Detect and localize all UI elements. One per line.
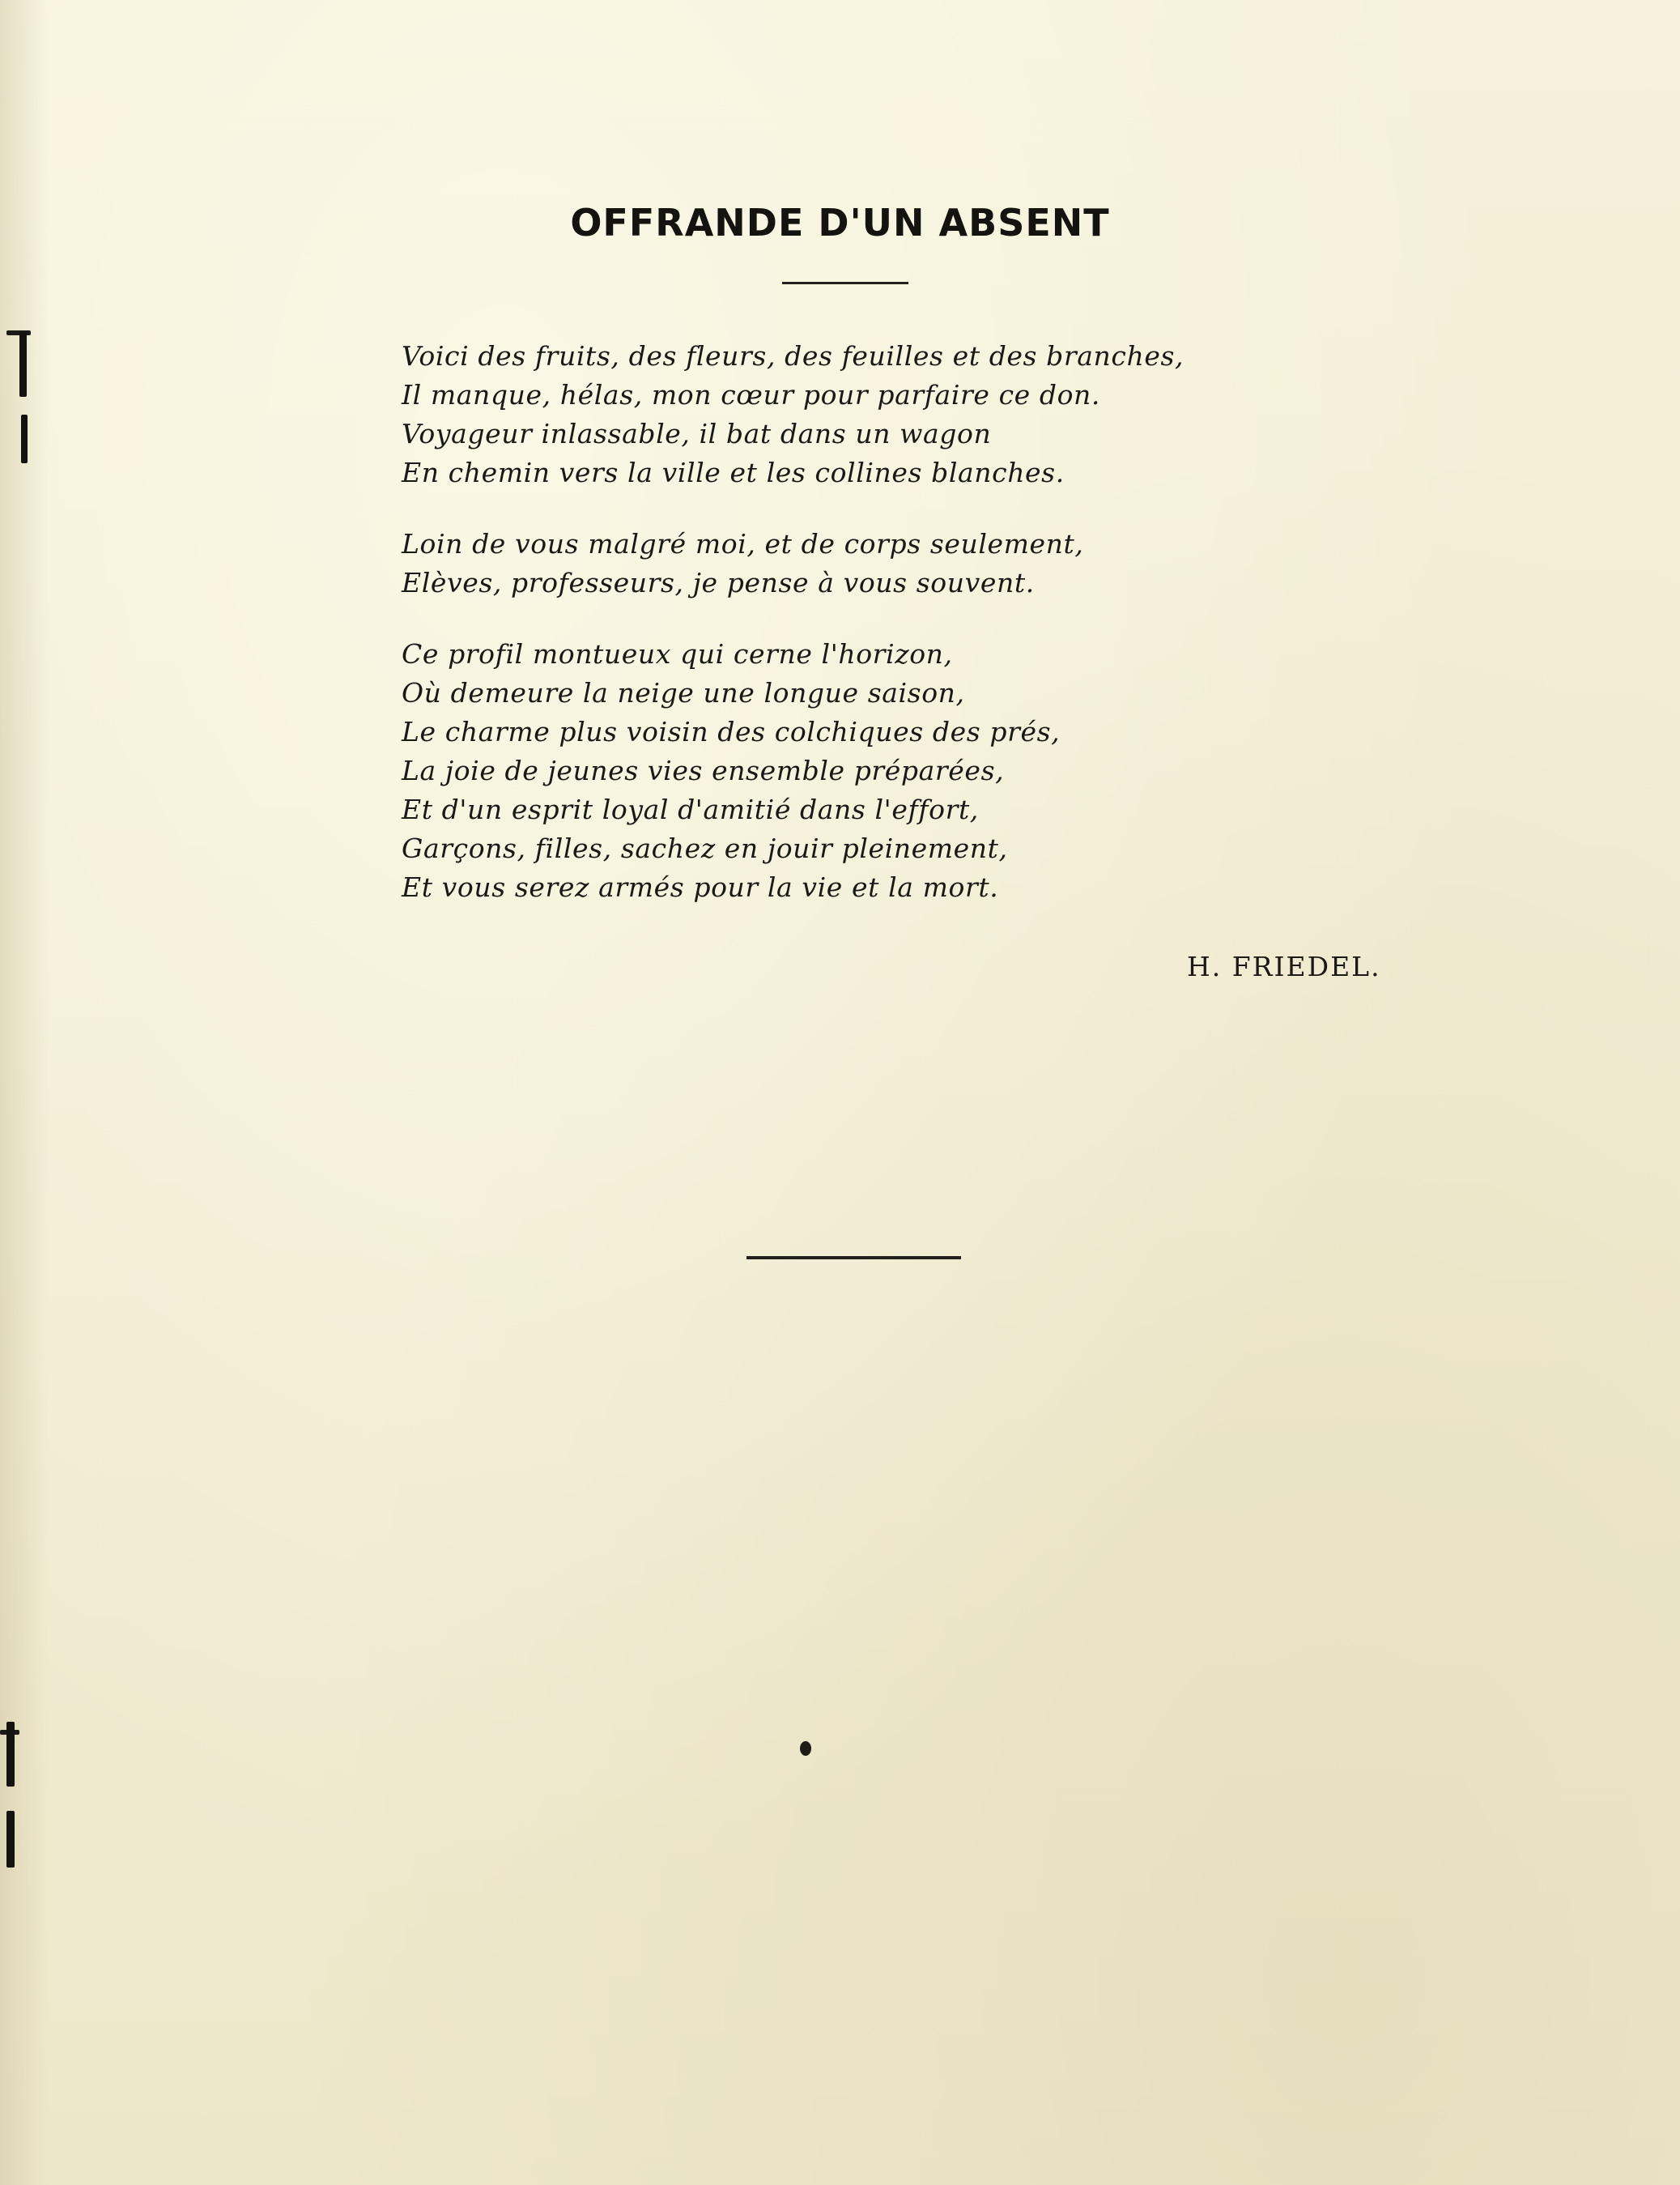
stanza-2 (402, 525, 1292, 603)
poem-line: La joie de jeunes vies ensemble préparées, (402, 755, 1005, 786)
poem-line: Il manque, hélas, mon cœur pour parfaire ce don. (402, 379, 1101, 411)
stanza-3 (402, 635, 1292, 907)
staple-mark (6, 330, 31, 335)
stanza-1 (402, 337, 1292, 492)
staple-mark (19, 332, 27, 397)
poem-line: Elèves, professeurs, je pense à vous souvent. (402, 567, 1035, 598)
poem-title: OFFRANDE D'UN ABSENT (570, 201, 1110, 245)
staple-mark (21, 415, 28, 463)
poem-line: Où demeure la neige une longue saison, (402, 677, 965, 709)
ink-spot (800, 1741, 811, 1756)
poem-line: Loin de vous malgré moi, et de corps seulement, (402, 528, 1084, 560)
title-divider (782, 282, 908, 284)
author-signature: H. FRIEDEL. (1187, 951, 1381, 982)
poem-line: Voyageur inlassable, il bat dans un wagon (402, 418, 992, 449)
end-divider (746, 1256, 961, 1259)
poem-line: Le charme plus voisin des colchiques des prés, (402, 716, 1061, 748)
staple-mark (6, 1811, 15, 1868)
poem-line: Et d'un esprit loyal d'amitié dans l'effort, (402, 794, 979, 825)
poem-line: Et vous serez armés pour la vie et la mort. (402, 871, 999, 903)
poem-line: En chemin vers la ville et les collines blanches. (402, 457, 1065, 488)
poem-line: Garçons, filles, sachez en jouir pleinement, (402, 833, 1008, 864)
poem-body (402, 337, 1292, 907)
poem-line: Ce profil montueux qui cerne l'horizon, (402, 638, 953, 670)
poem-line: Voici des fruits, des fleurs, des feuilles et des branches, (402, 340, 1185, 372)
staple-mark (6, 1722, 15, 1787)
